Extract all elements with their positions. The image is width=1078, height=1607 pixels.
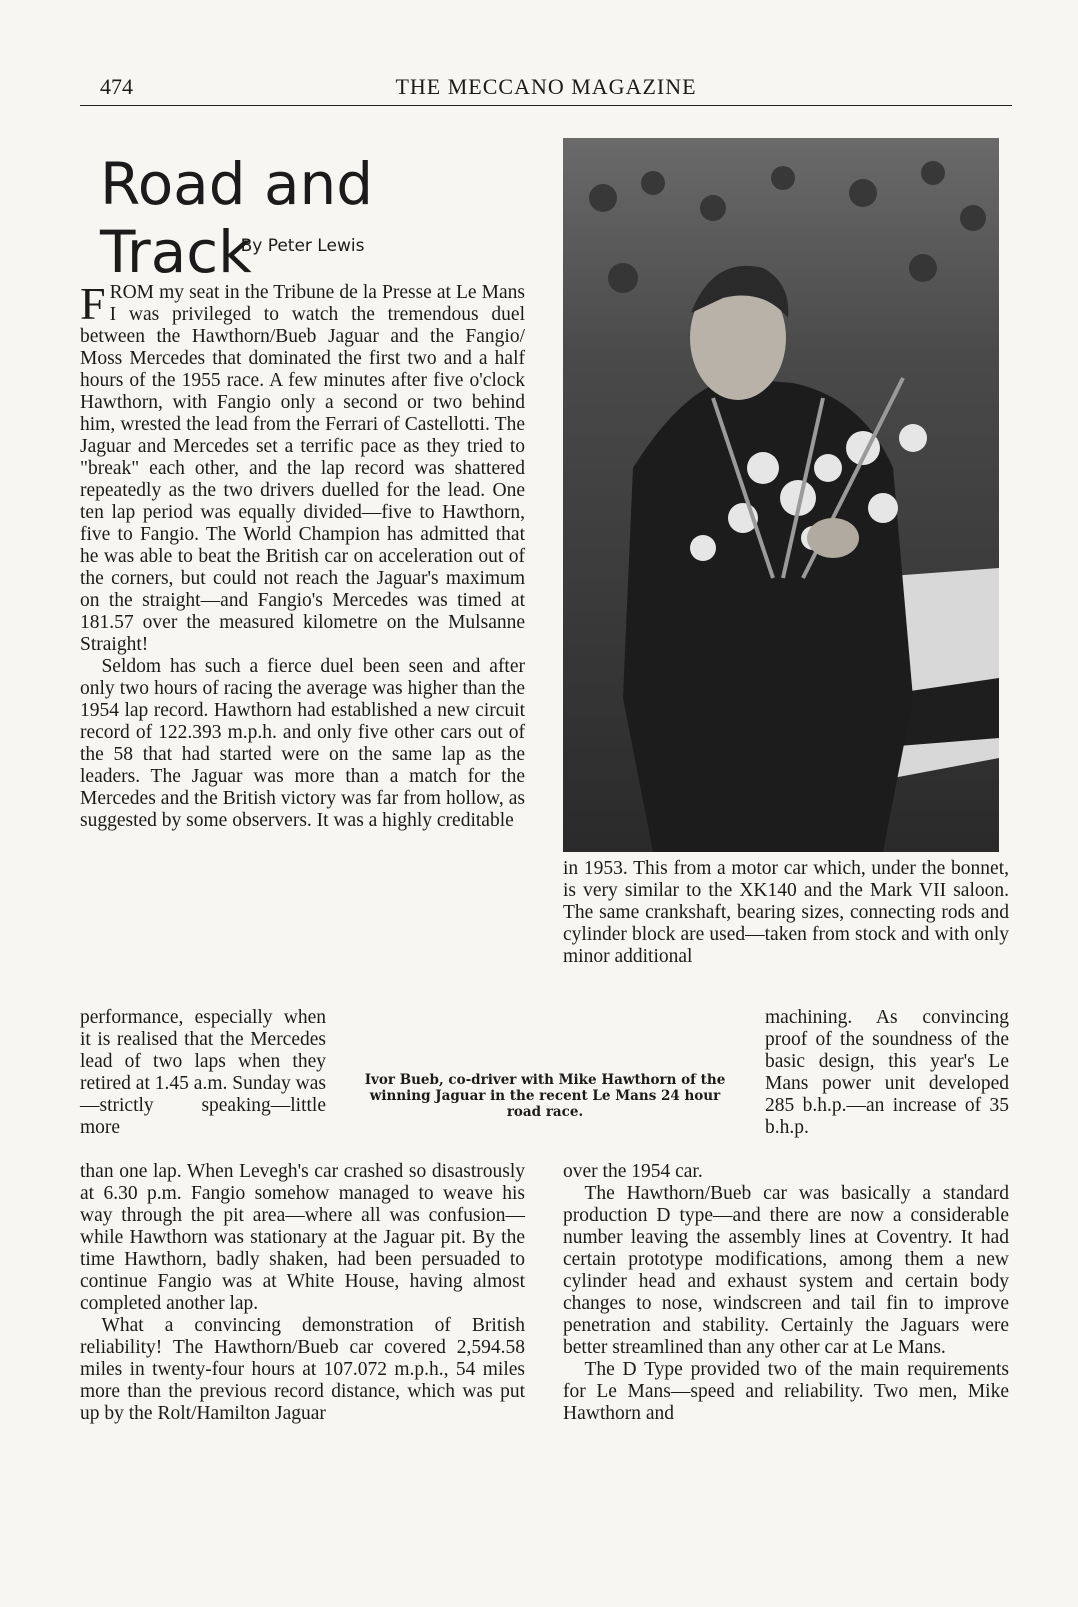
magazine-title: THE MECCANO MAGAZINE <box>395 74 697 99</box>
header-rule <box>80 105 1012 106</box>
paragraph: over the 1954 car. <box>563 1161 703 1182</box>
right-column-bottom <box>563 1161 1009 1425</box>
article-title: Road and Track <box>100 150 374 286</box>
paragraph-text: ROM my seat in the Tribune de la Presse at Le Mans I was privileged to watch the tremendous duel between the Hawthorn/Bueb Jaguar and the Fangio/ Moss Mercedes that dominated the first two and a half hours of the 1955 race. A few minutes after five o'clock Hawthorn, with Fangio only a second or two behind him, wrested the lead from the Ferrari of Castellotti. The Jaguar and Mercedes set a terrific pace as they tried to "break" each other, and the lap record was shattered repeatedly as the two drivers duelled for the lead. One ten lap period was equally divided—five to Hawthorn, five to Fangio. The World Champion has admitted that he was able to beat the British car on acceleration out of the corners, but could not reach the Jaguar's maximum on the straight—and Fangio's Mercedes was timed at 181.57 over the measured kilometre on the Mulsanne Straight! <box>80 282 525 655</box>
page-header <box>80 70 1012 110</box>
paragraph: The Hawthorn/Bueb car was basically a standard production D type—and there are now a considerable number leaving the assembly lines at Coventry. It had certain prototype modifications, among them a new cylinder head and exhaust system and certain body changes to nose, windscreen and tail fin to improve penetration and stability. Certainly the Jaguars were better streamlined than any other car at Le Mans. <box>563 1183 1009 1358</box>
paragraph: The D Type provided two of the main requirements for Le Mans—speed and reliability. Two men, Mike Hawthorn and <box>563 1359 1009 1424</box>
page-number: 474 <box>100 74 133 99</box>
paragraph: machining. As convincing proof of the soundness of the basic design, this year's Le Mans power unit developed 285 b.h.p.—an increase of 35 b.h.p. <box>765 1007 1009 1138</box>
right-column-top <box>563 858 1009 968</box>
paragraph: in 1953. This from a motor car which, under the bonnet, is very similar to the XK140 and the Mark VII saloon. The same crankshaft, bearing sizes, connecting rods and cylinder block are used—taken from stock and with only minor additional <box>563 858 1009 967</box>
article-byline: By Peter Lewis <box>240 236 365 256</box>
article-photo <box>563 138 999 852</box>
photo-illustration <box>563 138 999 852</box>
paragraph: performance, especially when it is realised that the Mercedes lead of two laps when they retired at 1.45 a.m. Sunday was—strictly speaking—little more <box>80 1007 326 1138</box>
photo-caption: Ivor Bueb, co-driver with Mike Hawthorn of the winning Jaguar in the recent Le Mans 24 hour road race. <box>364 1072 726 1120</box>
right-column-narrow <box>765 1007 1009 1139</box>
left-column-top <box>80 278 525 832</box>
paragraph <box>80 278 525 656</box>
paragraph: Seldom has such a fierce duel been seen and after only two hours of racing the average was higher than the 1954 lap record. Hawthorn had established a new circuit record of 122.393 m.p.h. and only five other cars out of the 58 that had started were on the same lap as the leaders. The Jaguar was more than a match for the Mercedes and the British victory was far from hollow, as suggested by some observers. It was a highly creditable <box>80 656 525 831</box>
paragraph: than one lap. When Levegh's car crashed so disastrously at 6.30 p.m. Fangio somehow managed to weave his way through the pit area—where all was confusion—while Hawthorn was stationary at the Jaguar pit. By the time Hawthorn, badly shaken, had been persuaded to continue Fangio was at White House, having almost completed another lap. <box>80 1161 525 1314</box>
paragraph: What a convincing demonstration of British reliability! The Hawthorn/Bueb car covered 2,594.58 miles in twenty-four hours at 107.072 m.p.h., 54 miles more than the previous record distance, which was put up by the Rolt/Hamilton Jaguar <box>80 1315 525 1424</box>
drop-cap: F <box>80 278 106 329</box>
left-column-bottom <box>80 1161 525 1425</box>
left-column-narrow <box>80 1007 326 1139</box>
